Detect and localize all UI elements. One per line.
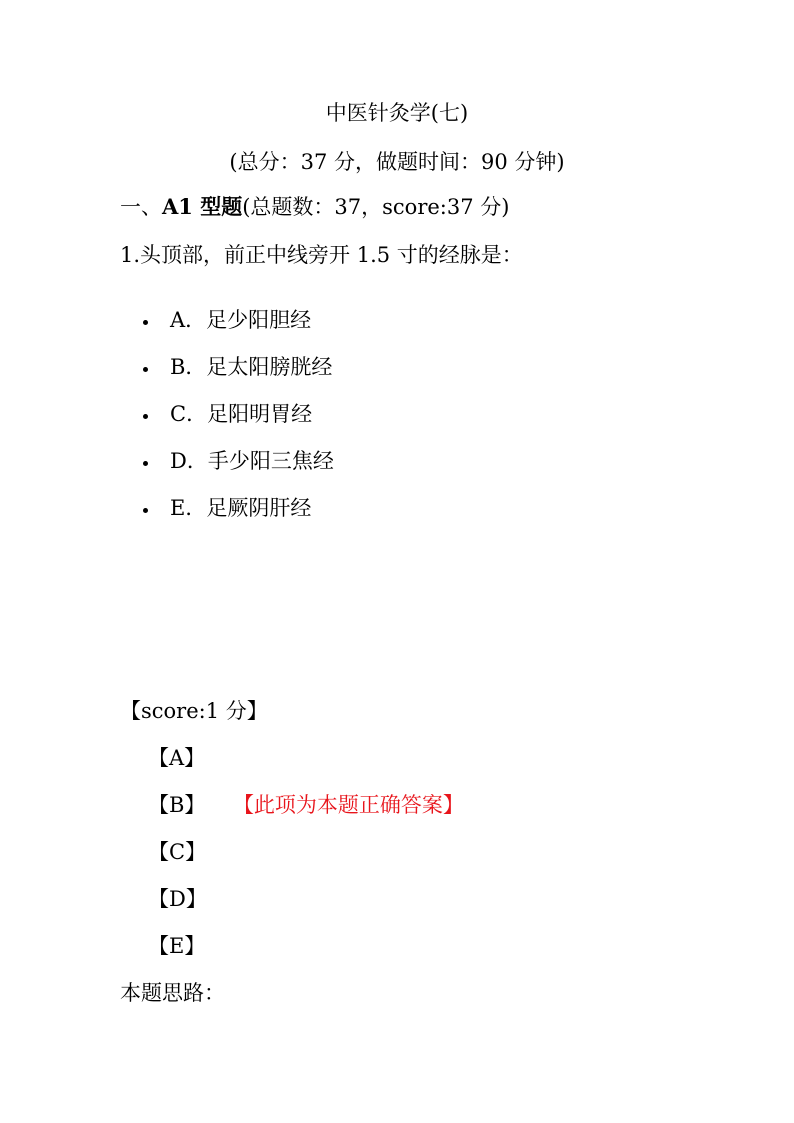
document-title: 中医针灸学(七): [325, 101, 469, 125]
option-label: D．手少阳三焦经: [170, 449, 334, 473]
document-subtitle: (总分：37 分，做题时间：90 分钟): [229, 150, 565, 174]
answer-marker: 【C】: [148, 840, 207, 864]
option-item: [140, 491, 334, 538]
answer-marker: 【A】: [148, 746, 206, 770]
answer-item: [148, 929, 464, 976]
answer-marker: 【B】: [148, 793, 206, 817]
bullet-icon: [143, 320, 148, 325]
section-info: (总题数：37，score:37 分): [242, 195, 510, 219]
answer-item: [148, 788, 464, 835]
option-item: [140, 397, 334, 444]
option-item: [140, 444, 334, 491]
bullet-icon: [143, 508, 148, 513]
section-prefix: 一、: [120, 195, 162, 219]
answer-item: [148, 882, 464, 929]
option-list: [140, 303, 334, 538]
option-label: A．足少阳胆经: [170, 308, 312, 332]
answer-marker: 【E】: [148, 934, 206, 958]
answer-item: [148, 741, 464, 788]
analysis-label: 本题思路：: [120, 981, 225, 1005]
answer-list: [148, 741, 464, 976]
option-label: C．足阳明胃经: [170, 402, 313, 426]
section-type-label: A1 型题: [162, 194, 243, 219]
option-item: [140, 350, 334, 397]
option-item: [140, 303, 334, 350]
question-text: 1.头顶部，前正中线旁开 1.5 寸的经脉是：: [120, 243, 523, 267]
bullet-icon: [143, 367, 148, 372]
bullet-icon: [143, 461, 148, 466]
question-score: 【score:1 分】: [120, 699, 268, 723]
option-label: B．足太阳膀胱经: [170, 355, 333, 379]
option-label: E．足厥阴肝经: [170, 496, 312, 520]
answer-item: [148, 835, 464, 882]
section-heading: [120, 190, 509, 224]
bullet-icon: [143, 414, 148, 419]
answer-marker: 【D】: [148, 887, 207, 911]
correct-answer-note: 【此项为本题正确答案】: [243, 793, 464, 817]
